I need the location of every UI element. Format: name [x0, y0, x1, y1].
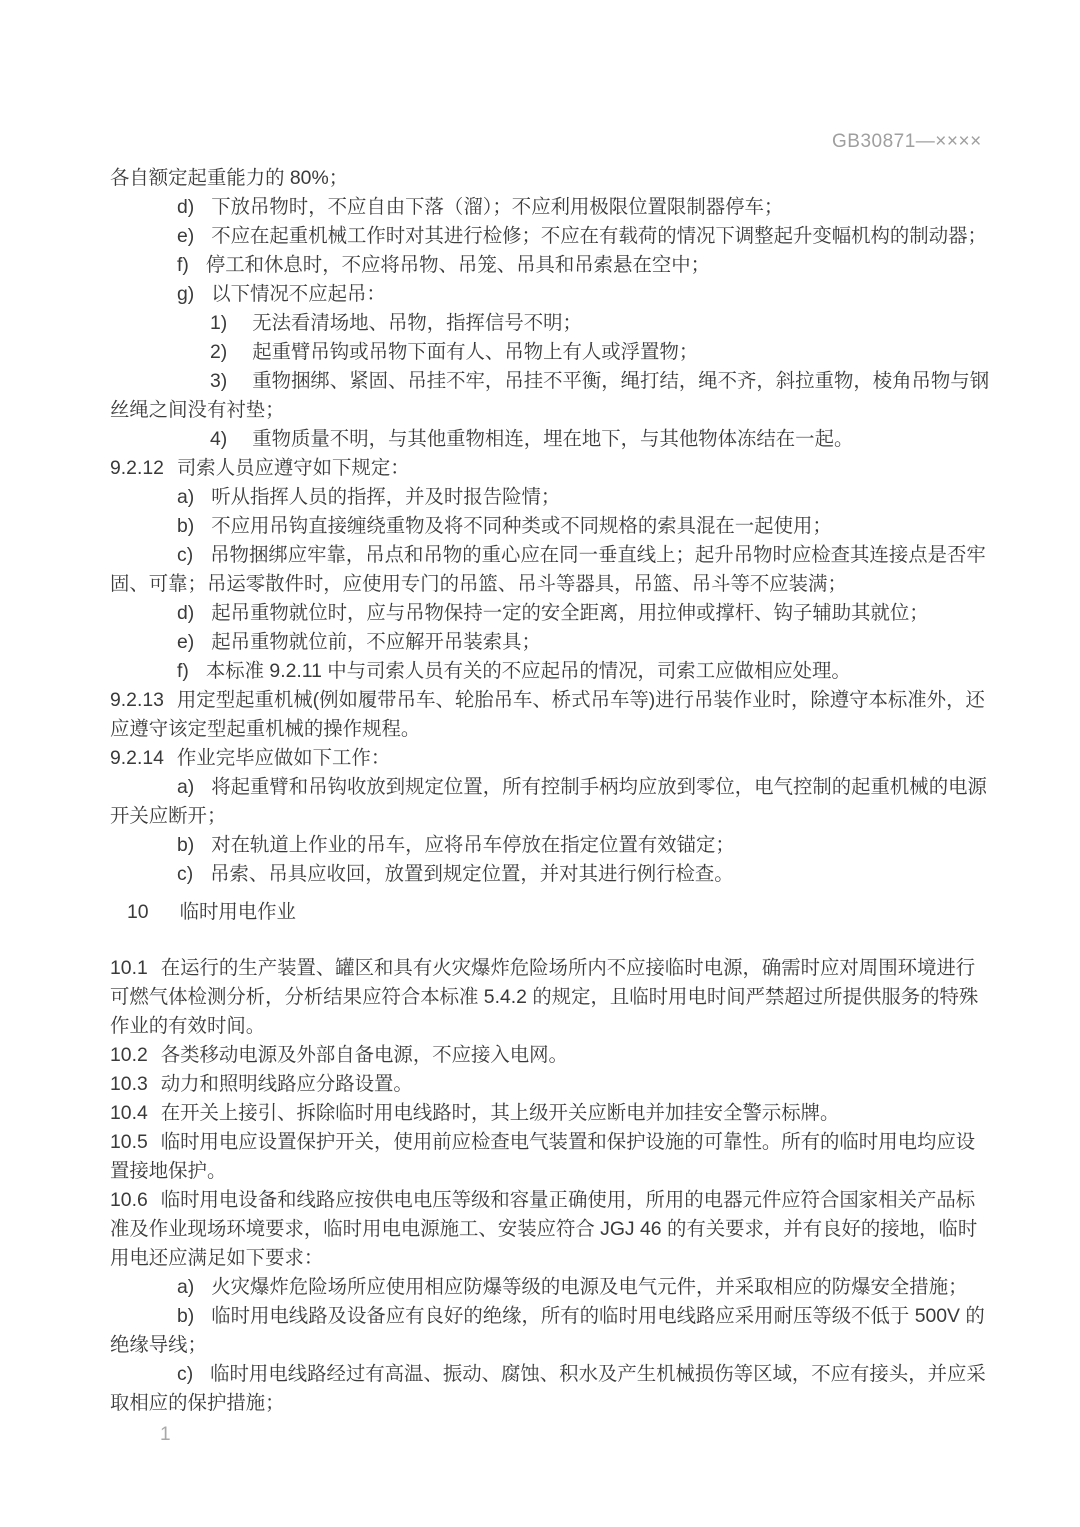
item-label: 10.3: [110, 1073, 148, 1095]
paragraph: [110, 1302, 994, 1360]
item-text: 重物质量不明，与其他重物相连，埋在地下，与其他物体冻结在一起。: [252, 428, 854, 450]
page-number: 1: [160, 1424, 171, 1445]
paragraph: [110, 860, 994, 889]
item-label: b): [177, 834, 195, 856]
item-text: 动力和照明线路应分路设置。: [160, 1073, 413, 1095]
paragraph: [110, 599, 994, 628]
item-label: 9.2.14: [110, 747, 164, 769]
paragraph: [110, 1186, 994, 1273]
item-label: 10.1: [110, 957, 148, 979]
paragraph: [110, 831, 994, 860]
item-text: 作业完毕应做如下工作：: [176, 747, 391, 769]
item-text: 各类移动电源及外部自备电源，不应接入电网。: [160, 1044, 568, 1066]
item-label: a): [177, 1276, 195, 1298]
item-text: 起重臂吊钩或吊物下面有人、吊物上有人或浮置物；: [252, 341, 699, 363]
item-text: 临时用电线路及设备应有良好的绝缘，所有的临时用电线路应采用耐压等级不低于 500V 的绝缘导线；: [110, 1305, 985, 1356]
item-label: d): [177, 196, 195, 218]
item-label: 4): [210, 428, 228, 450]
paragraph: [110, 338, 994, 367]
paragraph: [110, 1070, 994, 1099]
paragraph: [110, 773, 994, 831]
item-text: 下放吊物时，不应自由下落（溜）；不应利用极限位置限制器停车；: [211, 196, 784, 218]
item-text: 以下情况不应起吊：: [211, 283, 386, 305]
chapter-heading: [110, 898, 994, 927]
paragraph: [110, 541, 994, 599]
paragraph: [110, 954, 994, 1041]
paragraph: [110, 454, 994, 483]
item-label: f): [177, 660, 189, 682]
paragraph: [110, 744, 994, 773]
item-text: 听从指挥人员的指挥，并及时报告险情；: [211, 486, 561, 508]
paragraph: [110, 251, 994, 280]
item-label: 2): [210, 341, 228, 363]
item-text: 本标准 9.2.11 中与司索人员有关的不应起吊的情况，司索工应做相应处理。: [205, 660, 851, 682]
item-text: 司索人员应遵守如下规定：: [176, 457, 410, 479]
item-text: 各自额定起重能力的 80%；: [110, 167, 349, 189]
item-label: e): [177, 225, 195, 247]
item-label: 9.2.12: [110, 457, 164, 479]
paragraph: [110, 686, 994, 744]
item-label: c): [177, 544, 194, 566]
paragraph: [110, 483, 994, 512]
item-text: 临时用电作业: [179, 901, 296, 923]
paragraph: [110, 1041, 994, 1070]
paragraph: [110, 1099, 994, 1128]
paragraph: [110, 309, 994, 338]
document-body: [110, 164, 994, 1418]
item-label: b): [177, 1305, 195, 1327]
item-text: 停工和休息时，不应将吊物、吊笼、吊具和吊索悬在空中；: [205, 254, 711, 276]
paragraph: [110, 657, 994, 686]
paragraph: [110, 1128, 994, 1186]
item-text: 不应用吊钩直接缠绕重物及将不同种类或不同规格的索具混在一起使用；: [211, 515, 832, 537]
item-label: 10.4: [110, 1102, 148, 1124]
standard-code: GB30871—××××: [832, 131, 982, 152]
item-label: f): [177, 254, 189, 276]
paragraph: [110, 164, 994, 193]
item-text: 用定型起重机械(例如履带吊车、轮胎吊车、桥式吊车等)进行吊装作业时，除遵守本标准外，还应遵守该定型起重机械的操作规程。: [110, 689, 985, 740]
item-label: a): [177, 486, 195, 508]
item-label: c): [177, 863, 194, 885]
paragraph: [110, 425, 994, 454]
item-text: 吊索、吊具应收回，放置到规定位置，并对其进行例行检查。: [210, 863, 734, 885]
item-label: c): [177, 1363, 194, 1385]
item-label: 9.2.13: [110, 689, 164, 711]
paragraph: [110, 367, 994, 425]
item-text: 吊物捆绑应牢靠，吊点和吊物的重心应在同一垂直线上；起升吊物时应检查其连接点是否牢固、可靠；吊运零散件时，应使用专门的吊篮、吊斗等器具，吊篮、吊斗等不应装满；: [110, 544, 986, 595]
item-text: 临时用电设备和线路应按供电电压等级和容量正确使用，所用的电器元件应符合国家相关产品标准及作业现场环境要求，临时用电电源施工、安装应符合 JGJ 46 的有关要求，并有良好的接地，临时用电还应满足如下要求：: [110, 1189, 978, 1269]
paragraph: [110, 1273, 994, 1302]
item-label: 10.5: [110, 1131, 148, 1153]
item-text: 起吊重物就位时，应与吊物保持一定的安全距离，用拉伸或撑杆、钩子辅助其就位；: [211, 602, 929, 624]
item-label: 10: [127, 901, 149, 923]
paragraph: [110, 628, 994, 657]
paragraph: [110, 280, 994, 309]
item-text: 临时用电应设置保护开关，使用前应检查电气装置和保护设施的可靠性。所有的临时用电均应设置接地保护。: [110, 1131, 976, 1182]
item-text: 不应在起重机械工作时对其进行检修；不应在有载荷的情况下调整起升变幅机构的制动器；: [211, 225, 987, 247]
item-label: g): [177, 283, 195, 305]
item-text: 在运行的生产装置、罐区和具有火灾爆炸危险场所内不应接临时电源，确需时应对周围环境进行可燃气体检测分析，分析结果应符合本标准 5.4.2 的规定，且临时用电时间严禁超过所提供服务的特殊作业的有效时间。: [110, 957, 979, 1037]
item-label: 10.2: [110, 1044, 148, 1066]
item-text: 重物捆绑、紧固、吊挂不牢，吊挂不平衡，绳打结，绳不齐，斜拉重物，棱角吊物与钢丝绳之间没有衬垫；: [110, 370, 990, 421]
item-label: 3): [210, 370, 228, 392]
item-text: 起吊重物就位前，不应解开吊装索具；: [211, 631, 541, 653]
item-label: 1): [210, 312, 228, 334]
paragraph: [110, 1360, 994, 1418]
item-text: 将起重臂和吊钩收放到规定位置，所有控制手柄均应放到零位，电气控制的起重机械的电源开关应断开；: [110, 776, 987, 827]
item-text: 在开关上接引、拆除临时用电线路时，其上级开关应断电并加挂安全警示标牌。: [160, 1102, 840, 1124]
item-label: a): [177, 776, 195, 798]
item-label: d): [177, 602, 195, 624]
item-text: 对在轨道上作业的吊车，应将吊车停放在指定位置有效锚定；: [211, 834, 735, 856]
paragraph: [110, 193, 994, 222]
item-text: 临时用电线路经过有高温、振动、腐蚀、积水及产生机械损伤等区域，不应有接头，并应采取相应的保护措施；: [110, 1363, 986, 1414]
paragraph: [110, 512, 994, 541]
item-text: 火灾爆炸危险场所应使用相应防爆等级的电源及电气元件，并采取相应的防爆安全措施；: [211, 1276, 968, 1298]
item-label: e): [177, 631, 195, 653]
paragraph: [110, 222, 994, 251]
item-label: 10.6: [110, 1189, 148, 1211]
item-text: 无法看清场地、吊物，指挥信号不明；: [252, 312, 582, 334]
item-label: b): [177, 515, 195, 537]
